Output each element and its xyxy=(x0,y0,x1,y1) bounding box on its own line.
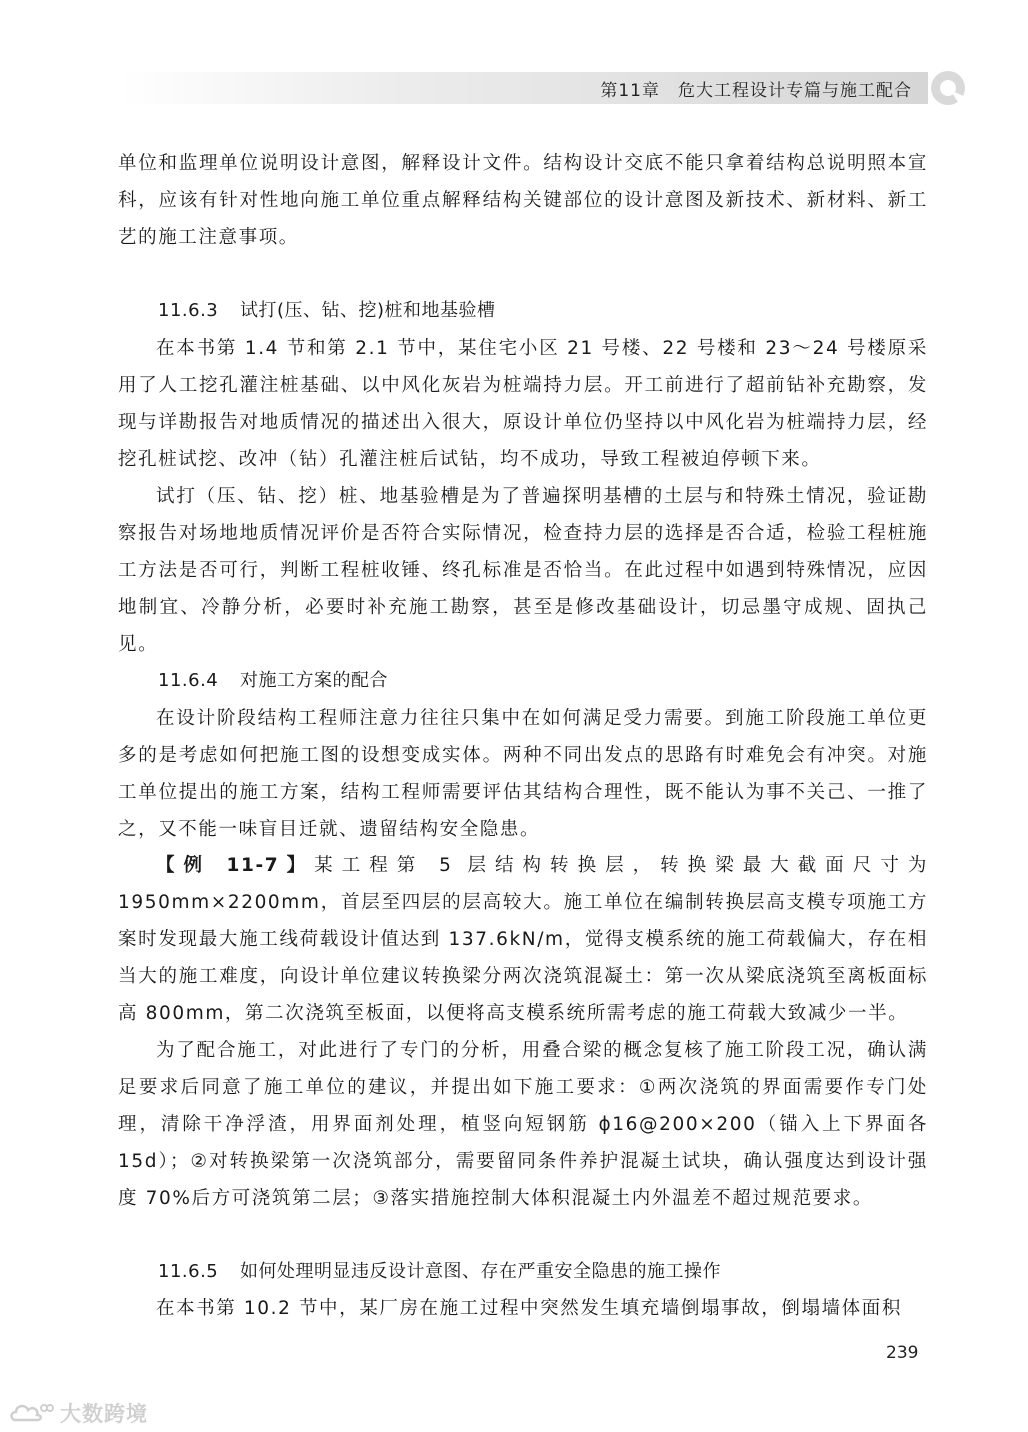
paragraph-continued: 单位和监理单位说明设计意图，解释设计文件。结构设计交底不能只拿着结构总说明照本宣科，应该有针对性地向施工单位重点解释结构关键部位的设计意图及新技术、新材料、新工艺的施工注意事项。 xyxy=(118,153,928,248)
section-number: 11.6.3 xyxy=(158,300,219,321)
example-text: 某工程第 5 层结构转换层，转换梁最大截面尺寸为 1950mm×2200mm，首层至四层的层高较大。施工单位在编制转换层高支模专项施工方案时发现最大施工线荷载设计值达到 137.6kN/m，觉得支模系统的施工荷载偏大，存在相当大的施工难度，向设计单位建议转换梁分两次浇筑混凝土：第一次从梁底浇筑至离板面标高 800mm，第二次浇筑至板面，以便将高支模系统所需考虑的施工荷载大致减少一半。 xyxy=(118,855,928,1024)
paragraph-pile-principle: 试打（压、钻、挖）桩、地基验槽是为了普遍探明基槽的土层与和特殊土情况，验证勘察报告对场地地质情况评价是否符合实际情况，检查持力层的选择是否合适，检验工程桩施工方法是否可行，判断工程桩收锤、终孔标准是否恰当。在此过程中如遇到特殊情况，应因地制宜、冷静分析，必要时补充施工勘察，甚至是修改基础设计，切忌墨守成规、固执己见。 xyxy=(118,486,928,655)
watermark xyxy=(8,1398,148,1428)
paragraph-wall-collapse: 在本书第 10.2 节中，某厂房在施工过程中突然发生填充墙倒塌事故，倒塌墙体面积 xyxy=(156,1298,902,1319)
paragraph-pile-case: 在本书第 1.4 节和第 2.1 节中，某住宅小区 21 号楼、22 号楼和 23～24 号楼原采用了人工挖孔灌注桩基础、以中风化灰岩为桩端持力层。开工前进行了超前钻补充勘察，发现与详勘报告对地质情况的描述出入很大，原设计单位仍坚持以中风化岩为桩端持力层，经挖孔桩试挖、改冲（钻）孔灌注桩后试钻，均不成功，导致工程被迫停顿下来。 xyxy=(118,338,928,470)
page-number: 239 xyxy=(886,1343,919,1363)
section-title: 如何处理明显违反设计意图、存在严重安全隐患的施工操作 xyxy=(240,1261,721,1282)
paragraph-example xyxy=(118,847,928,1032)
paragraph-construction-requirements: 为了配合施工，对此进行了专门的分析，用叠合梁的概念复核了施工阶段工况，确认满足要求后同意了施工单位的建议，并提出如下施工要求：①两次浇筑的界面需要作专门处理，清除干净浮渣，用界面剂处理，植竖向短钢筋 ϕ16@200×200（锚入上下界面各 15d）；②对转换梁第一次浇筑部分，需要留同条件养护混凝土试块，确认强度达到设计强度 70%后方可浇筑第二层；③落实措施控制大体积混凝土内外温差不超过规范要求。 xyxy=(118,1040,928,1209)
cloud-logo-icon xyxy=(8,1400,54,1426)
example-label: 【例 11-7】 xyxy=(156,855,315,876)
paragraph-construction-plan: 在设计阶段结构工程师注意力往往只集中在如何满足受力需要。到施工阶段施工单位更多的是考虑如何把施工图的设想变成实体。两种不同出发点的思路有时难免会有冲突。对施工单位提出的施工方案，结构工程师需要评估其结构合理性，既不能认为事不关己、一推了之，又不能一味盲目迁就、遗留结构安全隐患。 xyxy=(118,708,928,840)
section-title: 试打(压、钻、挖)桩和地基验槽 xyxy=(240,300,496,321)
section-heading-11-6-3 xyxy=(158,292,496,329)
section-heading-11-6-5 xyxy=(158,1253,721,1290)
section-number: 11.6.4 xyxy=(158,670,219,691)
chapter-title: 第11章 危大工程设计专篇与施工配合 xyxy=(600,81,912,101)
section-number: 11.6.5 xyxy=(158,1261,219,1282)
chapter-logo-icon xyxy=(928,68,972,108)
running-header xyxy=(120,72,928,104)
section-heading-11-6-4 xyxy=(158,662,388,699)
section-title: 对施工方案的配合 xyxy=(240,670,388,691)
watermark-text: 大数跨境 xyxy=(60,1402,148,1426)
